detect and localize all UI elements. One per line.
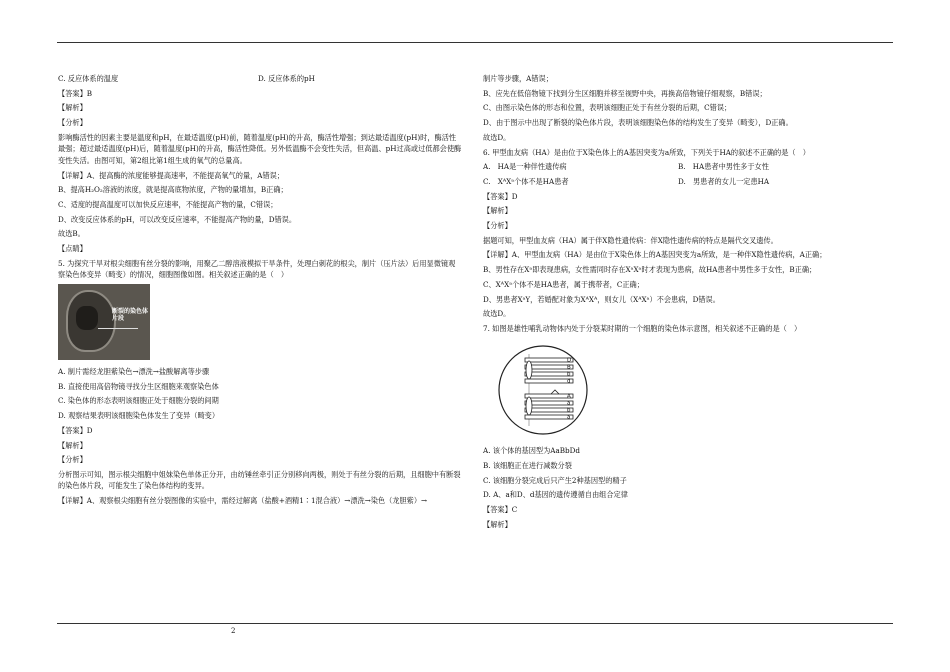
- q5-option-b: B. 直接使用高倍物镜寻找分生区细胞来观察染色体: [58, 381, 219, 391]
- q5-option-d: D. 观察结果表明该细胞染色体发生了变异（畸变）: [58, 411, 220, 421]
- q7-option-c: C. 该细胞分裂完成后只产生2种基因型的精子: [483, 475, 627, 485]
- detail6-c: C、XᴬXᵃ个体不是HA患者，属于携带者，C正确；: [483, 279, 644, 289]
- jiexi7-label: 【解析】: [483, 519, 512, 529]
- centromere-2: [526, 397, 532, 415]
- chromatid-4: [525, 379, 573, 383]
- q6-option-d: D. 男患者的女儿一定患HA: [678, 176, 770, 186]
- analysis5-text: 分析图示可知，图示根尖细胞中姐妹染色单体正分开，由纺锤丝牵引正分别移向两极，则处于有丝分裂的后期，且细胞中有断裂的染色体片段，可能发生了染色体结构的变异。: [58, 469, 461, 491]
- fenxi-label: 【分析】: [58, 118, 87, 128]
- q6-options-cd: [483, 176, 893, 188]
- q7-option-a: A. 该个体的基因型为AaBbDd: [483, 446, 580, 456]
- micrograph-figure: [58, 284, 150, 360]
- gene-label: D: [567, 357, 572, 364]
- analysis6-text: 据题可知，甲型血友病（HA）属于伴X隐性遗传病：伴X隐性遗传病的特点是隔代交叉遗传。: [483, 235, 778, 245]
- analysis-text: 影响酶活性的因素主要是温度和pH，在最适温度(pH)前，随着温度(pH)的升高，酶活性增强；到达最适温度(pH)时，酶活性最强；超过最适温度(pH)后，随着温度(pH)的升高，酶活性降低。另外低温酶不会变性失活，但高温、pH过高或过低都会使酶变性失活。由图可知，第2组比第1组生成的氧气的总量高。: [58, 132, 462, 165]
- answer-label: 【答案】B: [58, 88, 93, 98]
- gene-label: b: [567, 407, 571, 414]
- jiexi-label: 【解析】: [58, 103, 87, 113]
- q7-option-b: B. 该细胞正在进行减数分裂: [483, 460, 572, 470]
- pointer-line: [98, 328, 138, 329]
- chromatid-8: [525, 415, 573, 419]
- gene-label: a: [567, 414, 571, 421]
- fenxi6-label: 【分析】: [483, 221, 512, 231]
- question-7: 7. 如图是雄性哺乳动物体内处于分裂某时期的一个细胞的染色体示意图，相关叙述不正确的是（ ）: [483, 323, 802, 333]
- q5-option-a: A. 制片需经龙胆紫染色→漂洗→盐酸解离等步骤: [58, 366, 210, 376]
- top-rule: [57, 42, 893, 43]
- q6-option-c: C. XᴬXᵃ个体不是HA患者: [483, 176, 569, 186]
- right-column: [483, 73, 893, 533]
- detail6-d: D、男患者XᵃY，若婚配对象为XᴬXᴬ，则女儿（XᴬXᵃ）不会患病，D错误。: [483, 294, 720, 304]
- centromere-1: [526, 361, 532, 379]
- q6-option-b: B. HA患者中男性多于女性: [678, 162, 769, 172]
- left-column: [58, 73, 462, 510]
- jiexi5-label: 【解析】: [58, 440, 87, 450]
- q6-options-ab: [483, 161, 893, 173]
- page-number: 2: [231, 627, 236, 635]
- cell-chromosome-diagram: [495, 342, 595, 438]
- question-5: 5. 为探究干旱对根尖细胞有丝分裂的影响，用聚乙二醇溶液模拟干旱条件，处理白刺花的根尖，制片（压片法）后用显微镜观察染色体变异（畸变）的情况，细胞图像如图。相关叙述正确的是（ ）: [58, 258, 456, 280]
- detail-a: 【详解】A、提高酶的浓度能够提高速率，不能提高氧气的量，A错误；: [58, 170, 285, 180]
- option-c: C. 反应体系的温度: [58, 74, 119, 83]
- question-6: 6. 甲型血友病（HA）是由位于X染色体上的A基因突变为a所致，下列关于HA的叙述不正确的是（ ）: [483, 147, 810, 157]
- detail-d: D、改变反应体系的pH，可以改变反应速率，不能提高产物的量，D错误。: [58, 214, 297, 224]
- right-line-5: 故选D。: [483, 132, 511, 142]
- q5-option-c: C. 染色体的形态表明该细胞正处于细胞分裂的间期: [58, 396, 219, 406]
- gene-label: b: [567, 371, 571, 378]
- detail6-a: 【详解】A、甲型血友病（HA）是由位于X染色体上的A基因突变为a所致，是一种伴X隐性遗传病，A正确；: [483, 250, 827, 260]
- option-d: D. 反应体系的pH: [258, 74, 315, 83]
- detail-b: B、提高H₂O₂溶液的浓度，就是提高底物浓度，产物的量增加，B正确；: [58, 185, 288, 195]
- bottom-rule: [57, 623, 893, 624]
- gene-label: a: [567, 400, 571, 407]
- chromatid-5: [525, 394, 573, 398]
- detail6-b: B、男性存在Xᵃ即表现患病，女性需同时存在XᵃXᵃ时才表现为患病，故HA患者中男性多于女性，B正确；: [483, 265, 817, 275]
- right-line-4: D、由于图示中出现了断裂的染色体片段，表明该细胞染色体的结构发生了变异（畸变），D正确。: [483, 118, 793, 128]
- chromosome-mass: [76, 306, 98, 330]
- figure-caption: 断裂的染色体片段: [112, 307, 149, 323]
- gene-label: A: [567, 393, 571, 400]
- answer7-label: 【答案】C: [483, 504, 518, 514]
- option-line-cd: [58, 73, 462, 85]
- detail-c: C、适度的提高温度可以加快反应速率，不能提高产物的量，C错误；: [58, 199, 278, 209]
- gene-label: d: [567, 378, 571, 385]
- right-line-3: C、由图示染色体的形态和位置，表明该细胞正处于有丝分裂的后期，C错误；: [483, 103, 732, 113]
- chromatid-1: [525, 358, 573, 362]
- fenxi5-label: 【分析】: [58, 455, 87, 465]
- right-line-1: 制片等步骤，A错误；: [483, 74, 553, 83]
- q7-option-d: D. A、a和D、d基因的遗传遵循自由组合定律: [483, 490, 628, 500]
- detail5-text: 【详解】A、观察根尖细胞有丝分裂图像的实验中，需经过解离（盐酸+酒精1∶1混合液）→漂洗→染色（龙胆紫）→: [58, 496, 428, 506]
- q6-option-a: A. HA是一种伴性遗传病: [483, 162, 567, 172]
- crossover-mark: [551, 390, 559, 394]
- choose-text: 故选B。: [58, 229, 85, 239]
- jiexi6-label: 【解析】: [483, 206, 512, 216]
- dianjing-label: 【点睛】: [58, 244, 87, 254]
- answer6-label: 【答案】D: [483, 191, 518, 201]
- choose6-text: 故选D。: [483, 309, 511, 319]
- gene-label: B: [567, 364, 571, 371]
- right-line-2: B、应先在低倍物镜下找到分生区细胞并移至视野中央，再换高倍物镜仔细观察，B错误；: [483, 88, 767, 98]
- answer5-label: 【答案】D: [58, 425, 93, 435]
